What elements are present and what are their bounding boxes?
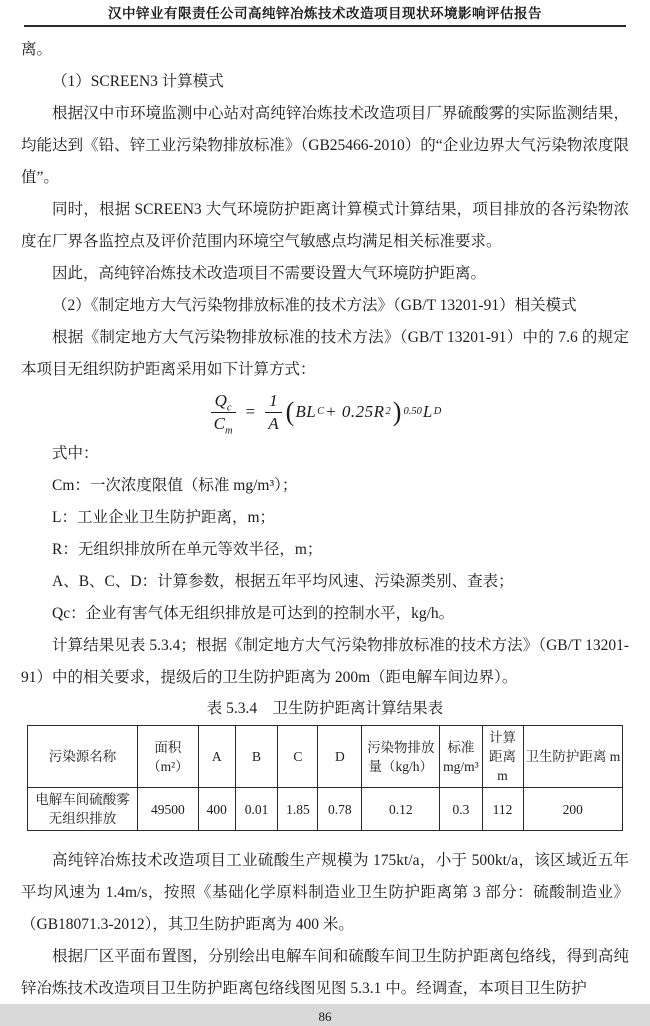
heading-screen3-mode: （1）SCREEN3 计算模式 [52,73,224,90]
table-caption: 表 5.3.4 卫生防护距离计算结果表 [206,700,444,717]
column-header-protection-distance: 卫生防护距离 m [523,726,622,788]
formula-part: BL [295,402,317,421]
definition-qc: Qc：企业有害气体无组织排放是可达到的控制水平，kg/h。 [52,605,455,622]
column-header-emission: 污染物排放量（kg/h） [362,726,440,788]
cell-emission: 0.12 [362,788,440,831]
column-header-source-name: 污染源名称 [28,726,138,788]
cell-d: 0.78 [318,788,362,831]
cell-standard: 0.3 [440,788,482,831]
cell-b: 0.01 [235,788,278,831]
header-title: 汉中锌业有限责任公司高纯锌冶炼技术改造项目现状环境影响评估报告 [108,6,542,21]
table-row [28,788,623,831]
table-header-row [28,726,623,788]
paragraph-no-protection-distance: 因此，高纯锌冶炼技术改造项目不需要设置大气环境防护距离。 [52,265,487,282]
heading-gbt13201-mode: （2）《制定地方大气污染物排放标准的技术方法》（GB/T 13201-91）相关模式 [52,297,577,314]
cell-a: 400 [198,788,235,831]
column-header-d: D [318,726,362,788]
paragraph-carryover: 离。 [21,41,53,58]
paragraph-sulfuric-acid-scale: 高纯锌冶炼技术改造项目工业硫酸生产规模为 175kt/a，小于 500kt/a，该区域近五年平均风速为 1.4m/s，按照《基础化学原料制造业卫生防护距离第 3 部分：硫酸制造业》（GB18071.3-2012），其卫生防护距离为 400 米。 [21,852,629,933]
page-footer [0,1008,650,1026]
header-rule [24,25,626,27]
column-header-calc-distance: 计算距离 m [482,726,523,788]
protection-distance-formula: $\frac{Q_c}{C_m}$ = $\frac{1}{A}$ ( BL C + 0.25R 2 ) 0.50 L D [21,386,629,438]
paragraph-calculation-method: 根据《制定地方大气污染物排放标准的技术方法》（GB/T 13201-91）中的 7.6 的规定本项目无组织防护距离采用如下计算方式： [21,329,629,378]
paragraph-calculation-results: 计算结果见表 5.3.4；根据《制定地方大气污染物排放标准的技术方法》（GB/T 13201-91）中的相关要求，提级后的卫生防护距离为 200m（距电解车间边界）。 [21,637,629,686]
definition-r: R：无组织排放所在单元等效半径，m； [52,541,323,558]
cell-protection-distance: 200 [523,788,622,831]
formula-part: L [422,402,433,421]
cell-area: 49500 [138,788,199,831]
formula-part: ( [285,396,295,427]
formula-part: ) [392,396,402,427]
formula-part: + 0.25R [325,402,385,421]
column-header-b: B [235,726,278,788]
column-header-standard: 标准 mg/m³ [440,726,482,788]
cell-c: 1.85 [278,788,318,831]
definition-abcd: A、B、C、D：计算参数，根据五年平均风速、污染源类别、查表； [52,573,514,590]
page-number: 86 [318,1009,332,1024]
paragraph-envelope-lines: 根据厂区平面布置图，分别绘出电解车间和硫酸车间卫生防护距离包络线，得到高纯锌冶炼技术改造项目卫生防护距离包络线图见图 5.3.1 中。经调查，本项目卫生防护 [21,948,629,997]
cell-calc-distance: 112 [482,788,523,831]
formula-part: = [245,402,256,421]
column-header-area: 面积（m²） [138,726,199,788]
definition-l: L：工业企业卫生防护距离，m； [52,509,276,526]
paragraph-monitoring-results: 根据汉中市环境监测中心站对高纯锌冶炼技术改造项目厂界硫酸雾的实际监测结果，均能达到《铅、锌工业污染物排放标准》（GB25466-2010）的“企业边界大气污染物浓度限值”。 [21,105,629,186]
definition-cm: Cm：一次浓度限值（标准 mg/m³）； [52,477,298,494]
document-body [0,28,650,1005]
formula-part: $\frac{1}{A}$ [265,391,282,433]
column-header-c: C [278,726,318,788]
formula-part: $\frac{Q_c}{C_m}$ [211,391,236,433]
cell-source-name: 电解车间硫酸雾无组织排放 [28,788,138,831]
page-header [0,0,650,28]
formula-where-label: 式中： [52,445,99,462]
column-header-a: A [198,726,235,788]
protection-distance-results-table [27,725,623,831]
paragraph-screen3-results: 同时，根据 SCREEN3 大气环境防护距离计算模式计算结果，项目排放的各污染物浓度在厂界各监控点及评价范围内环境空气敏感点均满足相关标准要求。 [21,201,629,250]
